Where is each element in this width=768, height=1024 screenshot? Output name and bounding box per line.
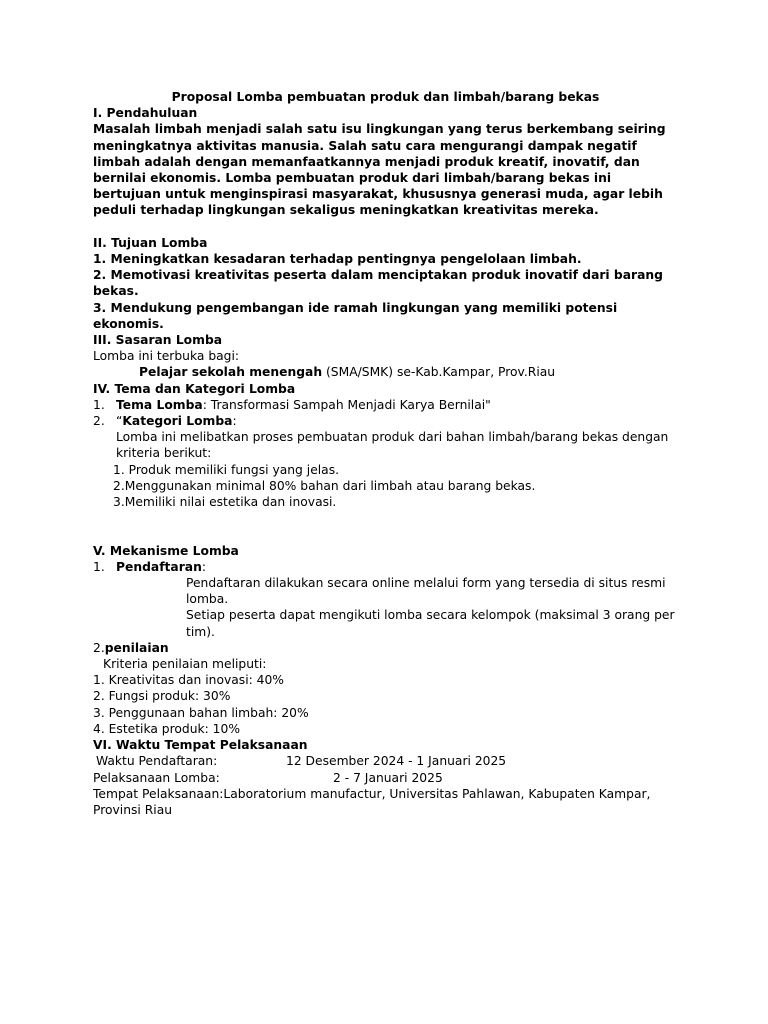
tema-text: : Transformasi Sampah Menjadi Karya Bernilai" (202, 397, 491, 412)
tema-label: Tema Lomba (116, 397, 203, 412)
pendaftaran-line: Pendaftaran dilakukan secara online melalui form yang tersedia di situs resmi lomba. (186, 576, 666, 607)
section-heading-pendahuluan: I. Pendahuluan (93, 106, 198, 121)
pendaftaran-colon: : (201, 559, 207, 574)
penilaian-item (93, 640, 683, 656)
spacer (93, 510, 683, 542)
sasaran-target (93, 364, 683, 380)
list-number: 1. (93, 559, 105, 574)
section-heading-waktu: VI. Waktu Tempat Pelaksanaan (93, 738, 308, 753)
sasaran-intro: Lomba ini terbuka bagi: (93, 349, 240, 364)
pelaksanaan-row (93, 770, 683, 786)
pendaftaran-label: Pendaftaran (116, 559, 202, 574)
sasaran-target-bold: Pelajar sekolah menengah (139, 365, 323, 380)
kategori-item (93, 413, 683, 429)
list-number: 2. (93, 640, 105, 655)
kriteria-item: 4. Estetika produk: 10% (93, 721, 241, 736)
waktu-pendaftaran-label: Waktu Pendaftaran: (96, 754, 218, 769)
section-heading-tujuan: II. Tujuan Lomba (93, 235, 208, 250)
pelaksanaan-label: Pelaksanaan Lomba: (93, 770, 220, 785)
document-page (93, 89, 683, 818)
kriteria-item: 3. Penggunaan bahan limbah: 20% (93, 705, 309, 720)
section-heading-mekanisme: V. Mekanisme Lomba (93, 543, 239, 558)
kriteria-intro: Kriteria penilaian meliputi: (103, 657, 267, 672)
tempat-label: Tempat Pelaksanaan: (93, 786, 224, 801)
kriteria-item: 1. Kreativitas dan inovasi: 40% (93, 673, 284, 688)
kategori-criteria-item: 1. Produk memiliki fungsi yang jelas. (113, 462, 340, 477)
tujuan-item: 1. Meningkatkan kesadaran terhadap pentingnya pengelolaan limbah. (93, 252, 582, 267)
section-heading-sasaran: III. Sasaran Lomba (93, 333, 223, 348)
pendaftaran-line: Setiap peserta dapat mengikuti lomba secara kelompok (maksimal 3 orang per tim). (186, 608, 675, 639)
kategori-label: Kategori Lomba (122, 414, 233, 429)
waktu-pendaftaran-row (93, 753, 683, 769)
tema-item (93, 397, 683, 413)
tujuan-item: 3. Mendukung pengembangan ide ramah lingkungan yang memiliki potensi ekonomis. (93, 300, 618, 331)
tempat-value: Laboratorium manufactur, Universitas Pahlawan, Kabupaten Kampar, Provinsi Riau (93, 786, 651, 817)
tempat-row (93, 786, 683, 818)
list-number: 1. (93, 397, 105, 412)
list-number: 2. (93, 414, 105, 429)
kategori-criteria-item: 2.Menggunakan minimal 80% bahan dari limbah atau barang bekas. (113, 478, 536, 493)
tujuan-item: 2. Memotivasi kreativitas peserta dalam menciptakan produk inovatif dari barang bekas. (93, 268, 663, 299)
kriteria-item: 2. Fungsi produk: 30% (93, 689, 231, 704)
section-heading-tema: IV. Tema dan Kategori Lomba (93, 381, 296, 396)
penilaian-label: penilaian (104, 640, 169, 655)
pelaksanaan-value: 2 - 7 Januari 2025 (333, 770, 443, 785)
kategori-colon: : (232, 414, 237, 429)
waktu-pendaftaran-value: 12 Desember 2024 - 1 Januari 2025 (286, 754, 507, 769)
pendaftaran-item (93, 559, 683, 575)
document-title: Proposal Lomba pembuatan produk dan limbah/barang bekas (171, 90, 600, 104)
pendahuluan-paragraph: Masalah limbah menjadi salah satu isu lingkungan yang terus berkembang seiring meningkatnya aktivitas manusia. Salah satu cara mengurangi dampak negatif limbah adalah dengan memanfaatkannya menjadi produk kreatif, inovatif, dan bernilai ekonomis. Lomba pembuatan produk dari limbah/barang bekas ini bertujuan untuk menginspirasi masyarakat, khususnya generasi muda, agar lebih peduli terhadap lingkungan sekaligus meningkatkan kreativitas mereka. (93, 122, 666, 218)
kategori-description: Lomba ini melibatkan proses pembuatan produk dari bahan limbah/barang bekas dengan kriteria berikut: (116, 430, 669, 461)
kategori-quote: “ (116, 414, 123, 429)
sasaran-target-rest: (SMA/SMK) se-Kab.Kampar, Prov.Riau (322, 365, 556, 380)
kategori-criteria-item: 3.Memiliki nilai estetika dan inovasi. (113, 495, 337, 510)
spacer (93, 219, 683, 235)
